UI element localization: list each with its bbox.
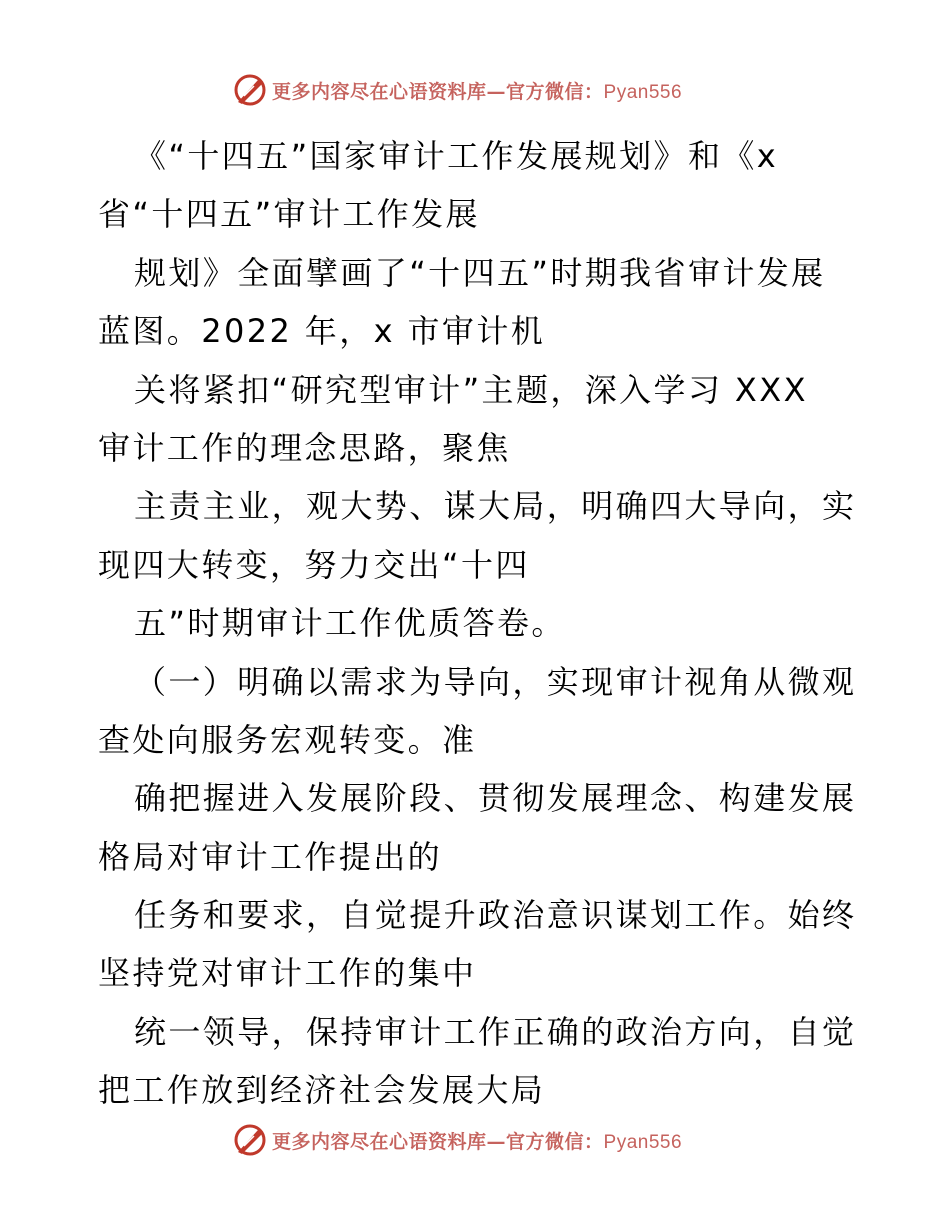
text-line: 规划》全面擘画了“十四五”时期我省审计发展 [134, 253, 826, 292]
text-line: 审计工作的理念思路，聚焦 [98, 428, 511, 467]
text-line: 确把握进入发展阶段、贯彻发展理念、构建发展 [134, 779, 857, 818]
text-line: （一）明确以需求为导向，实现审计视角从微观 [134, 662, 857, 701]
wechat-id: Pyan556 [603, 1131, 683, 1153]
text-line: 蓝图。2022 年，x 市审计机 [98, 312, 546, 351]
banner-text: 更多内容尽在心语资料库—官方微信：Pyan556 [272, 1130, 683, 1153]
banner-text: 更多内容尽在心语资料库—官方微信：Pyan556 [272, 80, 683, 103]
text-line: 关将紧扣“研究型审计”主题，深入学习 XXX [134, 370, 808, 409]
header-banner [232, 72, 682, 108]
text-line: 任务和要求，自觉提升政治意识谋划工作。始终 [134, 896, 857, 935]
text-line: 坚持党对审计工作的集中 [98, 954, 477, 993]
text-line: 查处向服务宏观转变。准 [98, 720, 477, 759]
text-line: 统一领导，保持审计工作正确的政治方向，自觉 [134, 1012, 857, 1051]
text-line: 把工作放到经济社会发展大局 [98, 1071, 546, 1110]
text-line: 省“十四五”审计工作发展 [98, 195, 480, 234]
wechat-id: Pyan556 [603, 81, 683, 103]
quill-pen-logo-icon [232, 72, 268, 108]
quill-pen-logo-icon [232, 1122, 268, 1158]
text-line: 格局对审计工作提出的 [98, 837, 443, 876]
document-body [98, 127, 858, 1120]
text-line: 《“十四五”国家审计工作发展规划》和《x [134, 137, 779, 175]
text-line: 现四大转变，努力交出“十四 [98, 545, 530, 584]
text-line: 主责主业，观大势、谋大局，明确四大导向，实 [134, 487, 857, 526]
footer-banner [232, 1122, 682, 1158]
text-line: 五”时期审计工作优质答卷。 [134, 604, 566, 643]
